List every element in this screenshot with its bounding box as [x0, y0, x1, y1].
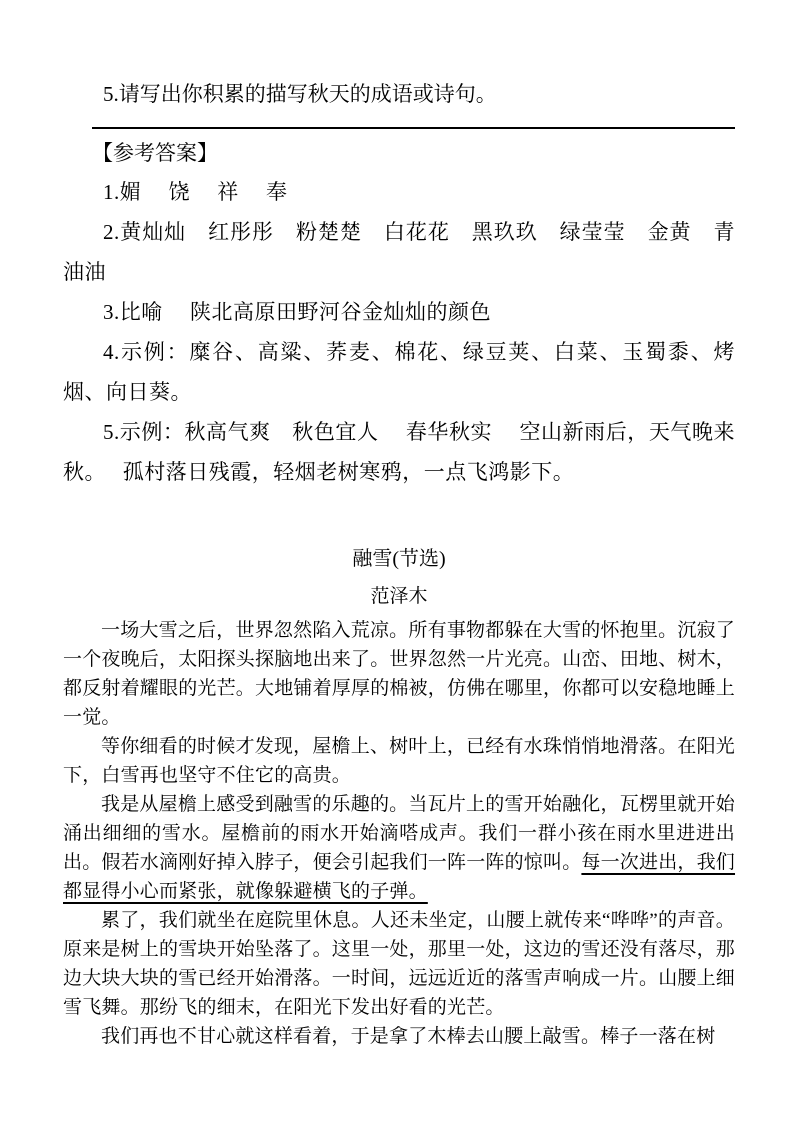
section-divider-line: [92, 127, 735, 129]
answer-item-5: 5.示例：秋高气爽 秋色宜人 春华秋实 空山新雨后，天气晚来秋。 孤村落日残霞，轻烟老树寒鸦，一点飞鸿影下。: [63, 420, 735, 484]
question-5: 5.请写出你积累的描写秋天的成语或诗句。: [103, 82, 497, 106]
passage-title: 融雪(节选): [352, 548, 446, 570]
passage-paragraph-3-underlined-sentence: 每一次进出，我们都显得小心而紧张，就像躲避横飞的子弹。: [63, 852, 736, 902]
passage-paragraph-4: 累了，我们就坐在庭院里休息。人还未坐定，山腰上就传来“哗哗”的声音。原来是树上的雪块开始坠落了。这里一处，那里一处，这边的雪还没有落尽，那边大块大块的雪已经开始滑落。一时间，远远近近的落雪声响成一片。山腰上细雪飞舞。那纷飞的细末，在阳光下发出好看的光芒。: [63, 910, 736, 1018]
answer-item-4: 4.示例：糜谷、高粱、荞麦、棉花、绿豆荚、白菜、玉蜀黍、烤烟、向日葵。: [63, 340, 735, 404]
passage-paragraph-5: 我们再也不甘心就这样看着，于是拿了木棒去山腰上敲雪。棒子一落在树: [101, 1026, 716, 1047]
passage-paragraph-2: 等你细看的时候才发现，屋檐上、树叶上，已经有水珠悄悄地滑落。在阳光下，白雪再也坚守不住它的高贵。: [63, 736, 735, 786]
answers-header: 【参考答案】: [92, 141, 218, 165]
passage-author: 范泽木: [370, 586, 428, 607]
reading-passage: [63, 540, 735, 1051]
answer-item-2: 2.黄灿灿 红彤彤 粉楚楚 白花花 黑玖玖 绿莹莹 金黄 青油油: [63, 220, 735, 284]
passage-paragraph-1: 一场大雪之后，世界忽然陷入荒凉。所有事物都躲在大雪的怀抱里。沉寂了一个夜晚后，太阳探头探脑地出来了。世界忽然一片光亮。山峦、田地、树木，都反射着耀眼的光芒。大地铺着厚厚的棉被，仿佛在哪里，你都可以安稳地睡上一觉。: [63, 620, 736, 728]
answer-item-1: 1.媚 饶 祥 奉: [103, 180, 288, 204]
answer-item-3: 3.比喻 陕北高原田野河谷金灿灿的颜色: [103, 300, 491, 324]
passage-paragraph-3-text: 我是从屋檐上感受到融雪的乐趣的。当瓦片上的雪开始融化，瓦楞里就开始涌出细细的雪水。屋檐前的雨水开始滴嗒成声。我们一群小孩在雨水里进进出出。假若水滴刚好掉入脖子，便会引起我们一阵一阵的惊叫。: [63, 794, 735, 873]
passage-paragraph-3: [63, 790, 735, 906]
